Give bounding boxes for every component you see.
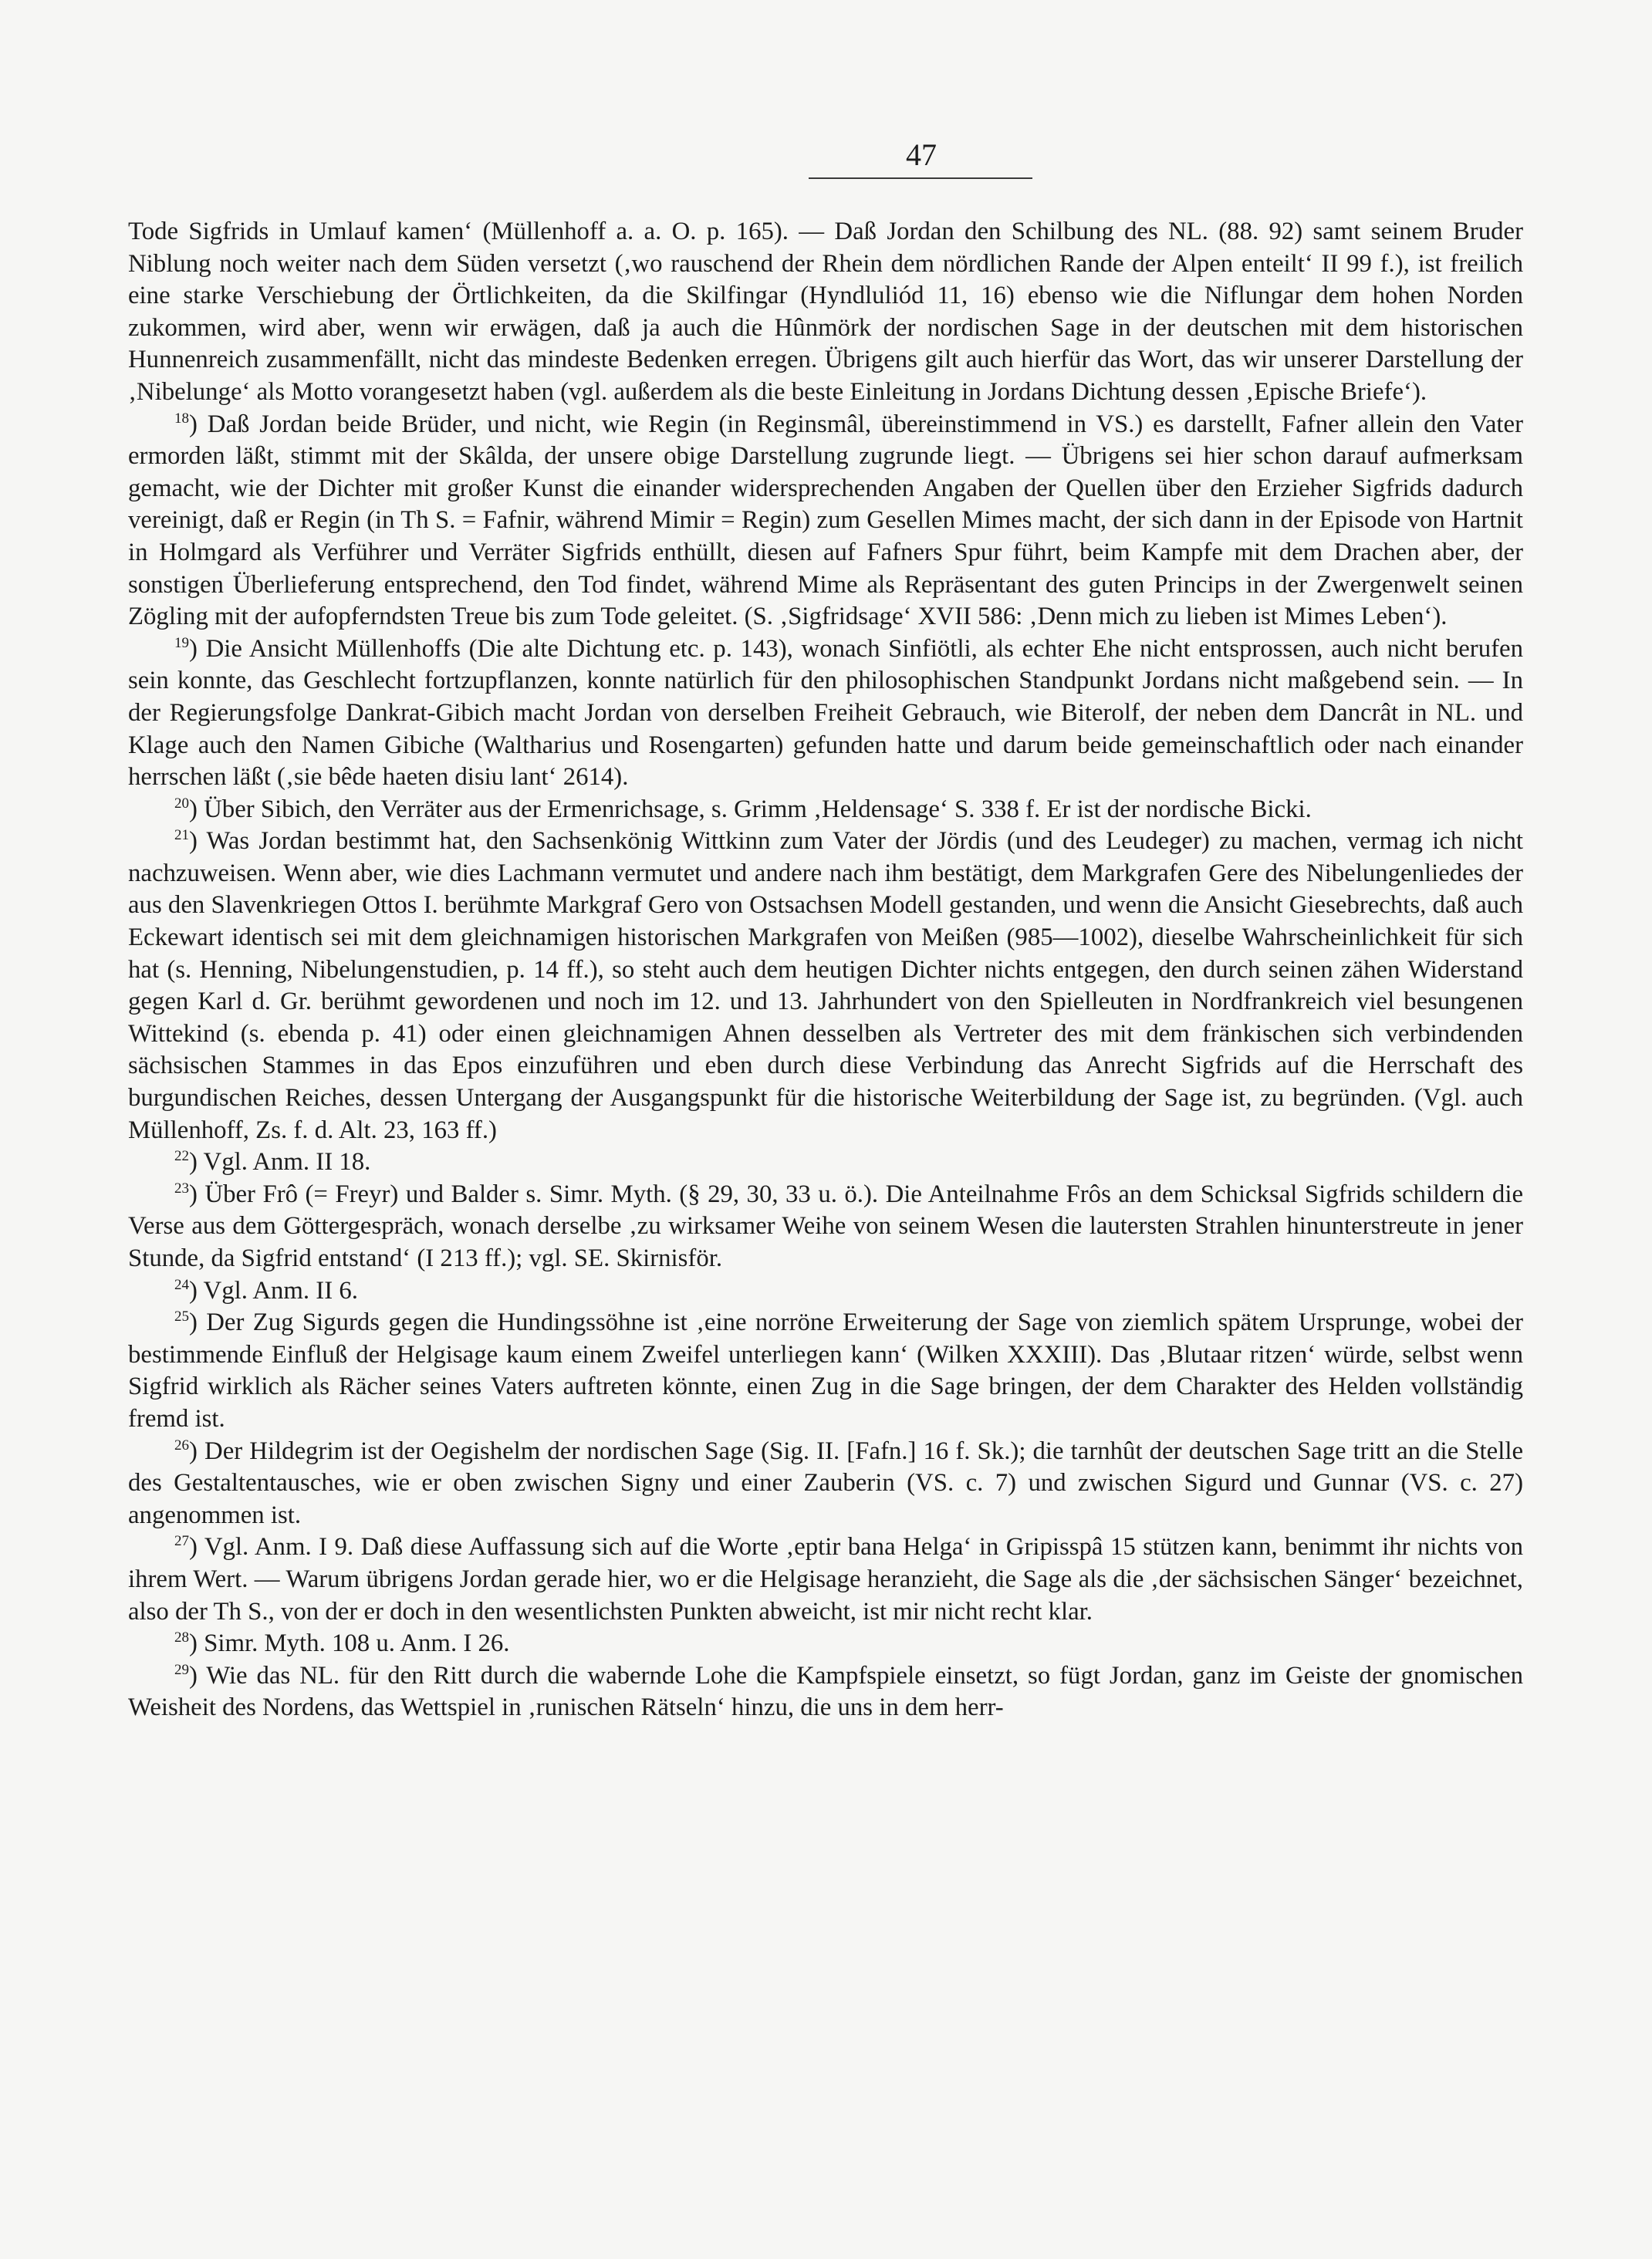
footnote-number: 21 bbox=[174, 827, 189, 844]
footnote-19: $^{19}$) Die Ansicht Müllenhoffs (Die alte Dichtung etc. p. 143), wonach Sinfiötli, als echter Ehe nicht entsprossen, auch nicht berufen sein konnte, das Geschlecht fortzupflanzen, konnte natürlich für den philosophischen Standpunkt Jordans nicht maßgebend sein. — In der Regierungsfolge Dankrat-Gibich macht Jordan von derselben Freiheit Gebrauch, wie Biterolf, der neben dem Dancrât in NL. und Klage auch den Namen Gibiche (Waltharius und Rosengarten) gefunden hatte und darum beide gemeinschaftlich oder nach einander herrschen läßt (‚sie bêde haeten disiu lant‘ 2614). bbox=[128, 634, 1524, 792]
footnote-text: Vgl. Anm. I 9. Daß diese Auffassung sich auf die Worte ‚eptir bana Helga‘ in Gripisspâ 15 stützen kann, benimmt ihr nichts von ihrem Wert. — Warum übrigens Jordan gerade hier, wo er die Helgisage heranzieht, die Sage als die ‚der sächsischen Sänger‘ bezeichnet, also der Th S., von der er doch in den wesentlichsten Punkten abweicht, ist mir nicht recht klar. bbox=[128, 1533, 1523, 1626]
paragraph-continuation bbox=[128, 216, 1523, 409]
footnote-22: $^{22}$) Vgl. Anm. II 18. bbox=[174, 1148, 371, 1177]
footnote-number: 20 bbox=[174, 795, 189, 812]
footnote-26: $^{26}$) Der Hildegrim ist der Oegishelm der nordischen Sage (Sig. II. [Fafn.] 16 f. Sk.); die tarnhût der deutschen Sage tritt an die Stelle des Gestaltentausches, wie er oben zwischen Signy und einer Zauberin (VS. c. 7) und zwischen Sigurd und Gunnar (VS. c. 27) angenommen ist. bbox=[128, 1437, 1523, 1529]
footnote-text: Wie das NL. für den Ritt durch die wabernde Lohe die Kampfspiele einsetzt, so fügt Jordan, ganz im Geiste der gnomischen Weisheit des Nordens, das Wettspiel in ‚runischen Rätseln‘ hinzu, die uns in dem herr- bbox=[128, 1661, 1523, 1722]
footnote-number: 29 bbox=[174, 1661, 189, 1678]
footnote-number: 18 bbox=[174, 410, 189, 427]
footnote-text: Vgl. Anm. II 18. bbox=[203, 1148, 371, 1177]
footnote-25: $^{25}$) Der Zug Sigurds gegen die Hundingssöhne ist ‚eine norröne Erweiterung der Sage von ziemlich spätem Ursprunge, wobei der bestimmende Einfluß der Helgisage kaum einem Zweifel unterliegen kann‘ (Wilken XXXIII). Das ‚Blutaar ritzen‘ würde, selbst wenn Sigfrid wirklich als Rächer seines Vaters auftreten könnte, einen Zug in die Sage bringen, der dem Charakter des Helden vollständig fremd ist. bbox=[128, 1308, 1523, 1433]
footnote-number: 19 bbox=[174, 634, 189, 651]
document-page bbox=[128, 131, 1523, 2230]
footnote-text: Simr. Myth. 108 u. Anm. I 26. bbox=[204, 1629, 510, 1658]
footnote-18: $^{18}$) Daß Jordan beide Brüder, und nicht, wie Regin (in Reginsmâl, übereinstimmend in VS.) es darstellt, Fafner allein den Vater ermorden läßt, stimmt mit der Skâlda, der unsere obige Darstellung zugrunde liegt. — Übrigens sei hier schon darauf aufmerksam gemacht, wie der Dichter mit großer Kunst die einander widersprechenden Angaben der Quellen über den Erzieher Sigfrids dadurch vereinigt, daß er Regin (in Th S. = Fafnir, während Mimir = Regin) zum Gesellen Mimes macht, der sich dann in der Episode von Hartnit in Holmgard als Verführer und Verräter Sigfrids enthüllt, diesen auf Fafners Spur führt, beim Kampfe mit dem Drachen aber, der sonstigen Überlieferung entsprechend, den Tod findet, während Mime als Repräsentant des guten Princips in der Zwergenwelt seinen Zögling mit der aufopferndsten Treue bis zum Tode geleitet. (S. ‚Sigfridsage‘ XVII 586: ‚Denn mich zu lieben ist Mimes Leben‘). bbox=[128, 410, 1523, 631]
footnote-29: $^{29}$) Wie das NL. für den Ritt durch die wabernde Lohe die Kampfspiele einsetzt, so fügt Jordan, ganz im Geiste der gnomischen Weisheit des Nordens, das Wettspiel in ‚runischen Rätseln‘ hinzu, die uns in dem herr- bbox=[128, 1661, 1523, 1722]
footnote-number: 28 bbox=[174, 1629, 189, 1646]
footnote-27: $^{27}$) Vgl. Anm. I 9. Daß diese Auffassung sich auf die Worte ‚eptir bana Helga‘ in Gripisspâ 15 stützen kann, benimmt ihr nichts von ihrem Wert. — Warum übrigens Jordan gerade hier, wo er die Helgisage heranzieht, die Sage als die ‚der sächsischen Sänger‘ bezeichnet, also der Th S., von der er doch in den wesentlichsten Punkten abweicht, ist mir nicht recht klar. bbox=[128, 1533, 1523, 1626]
footnote-text: Was Jordan bestimmt hat, den Sachsenkönig Wittkinn zum Vater der Jördis (und des Leudeger) zu machen, vermag ich nicht nachzuweisen. Wenn aber, wie dies Lachmann vermutet und andere nach ihm bestätigt, dem Markgrafen Gere des Nibelungenliedes der aus den Slavenkriegen Ottos I. berühmte Markgraf Gero von Ostsachsen Modell gestanden, und wenn die Ansicht Giesebrechts, daß auch Eckewart identisch sei mit dem gleichnamigen historischen Markgrafen von Meißen (985—1002), dieselbe Wahrscheinlichkeit für sich hat (s. Henning, Nibelungenstudien, p. 14 ff.), so steht auch dem heutigen Dichter nichts entgegen, den durch seinen zähen Widerstand gegen Karl d. Gr. berühmt gewordenen und noch im 12. und 13. Jahrhundert von den Spielleuten in Nordfrankreich viel besungenen Wittekind (s. ebenda p. 41) oder einen gleichnamigen Ahnen desselben als Vertreter des mit dem fränkischen sich verbindenden sächsischen Stammes in das Epos einzuführen und eben durch diese Verbindung das Anrecht Sigfrids auf die Herrschaft des burgundischen Reiches, dessen Untergang der Ausgangspunkt für die historische Weiterbildung der Sage ist, zu begründen. (Vgl. auch Müllenhoff, Zs. f. d. Alt. 23, 163 ff.) bbox=[128, 827, 1523, 1144]
footnote-text: Über Sibich, den Verräter aus der Ermenrichsage, s. Grimm ‚Heldensage‘ S. 338 f. Er ist der nordische Bicki. bbox=[204, 795, 1312, 823]
footnote-text: Über Frô (= Freyr) und Balder s. Simr. Myth. (§ 29, 30, 33 u. ö.). Die Anteilnahme Frôs an dem Schicksal Sigfrids schildern die Verse aus dem Göttergespräch, wonach derselbe ‚zu wirksamer Weihe von seinem Wesen die lautersten Strahlen hinunterstreute in jener Stunde, da Sigfrid entstand‘ (I 213 ff.); vgl. SE. Skirnisför. bbox=[128, 1180, 1523, 1272]
page-number-rule bbox=[809, 177, 1032, 179]
footnote-24: $^{24}$) Vgl. Anm. II 6. bbox=[174, 1276, 358, 1305]
footnote-number: 26 bbox=[174, 1437, 189, 1454]
paragraph-text: Tode Sigfrids in Umlauf kamen‘ (Müllenhoff a. a. O. p. 165). — Daß Jordan den Schilbung des NL. (88. 92) samt seinem Bruder Niblung noch weiter nach dem Süden versetzt (‚wo rauschend der Rhein dem nördlichen Rande der Alpen enteilt‘ II 99 f.), ist freilich eine starke Verschiebung der Örtlichkeiten, da die Skilfingar (Hyndluliód 11, 16) ebenso wie die Niflungar dem hohen Norden zukommen, wird aber, wenn wir erwägen, daß ja auch die Hûnmörk der nordischen Sage in der deutschen mit dem historischen Hunnenreich zusammenfällt, nicht das mindeste Bedenken erregen. Übrigens gilt auch hierfür das Wort, das wir unserer Darstellung der ‚Nibelunge‘ als Motto vorangesetzt haben (vgl. außerdem als die beste Einleitung in Jordans Dichtung dessen ‚Epische Briefe‘). bbox=[128, 218, 1523, 406]
page-number: 47 bbox=[906, 137, 937, 172]
footnote-number: 27 bbox=[174, 1533, 189, 1550]
footnote-number: 25 bbox=[174, 1308, 189, 1325]
footnote-text: Der Hildegrim ist der Oegishelm der nordischen Sage (Sig. II. [Fafn.] 16 f. Sk.); die tarnhût der deutschen Sage tritt an die Stelle des Gestaltentausches, wie er oben zwischen Signy und einer Zauberin (VS. c. 7) und zwischen Sigurd und Gunnar (VS. c. 27) angenommen ist. bbox=[128, 1437, 1523, 1529]
footnote-text: Daß Jordan beide Brüder, und nicht, wie Regin (in Reginsmâl, übereinstimmend in VS.) es darstellt, Fafner allein den Vater ermorden läßt, stimmt mit der Skâlda, der unsere obige Darstellung zugrunde liegt. — Übrigens sei hier schon darauf aufmerksam gemacht, wie der Dichter mit großer Kunst die einander widersprechenden Angaben der Quellen über den Erzieher Sigfrids dadurch vereinigt, daß er Regin (in Th S. = Fafnir, während Mimir = Regin) zum Gesellen Mimes macht, der sich dann in der Episode von Hartnit in Holmgard als Verführer und Verräter Sigfrids enthüllt, diesen auf Fafners Spur führt, beim Kampfe mit dem Drachen aber, der sonstigen Überlieferung entsprechend, den Tod findet, während Mime als Repräsentant des guten Princips in der Zwergenwelt seinen Zögling mit der aufopferndsten Treue bis zum Tode geleitet. (S. ‚Sigfridsage‘ XVII 586: ‚Denn mich zu lieben ist Mimes Leben‘). bbox=[128, 410, 1523, 631]
footnote-text: Die Ansicht Müllenhoffs (Die alte Dichtung etc. p. 143), wonach Sinfiötli, als echter Ehe nicht entsprossen, auch nicht berufen sein konnte, das Geschlecht fortzupflanzen, konnte natürlich für den philosophischen Standpunkt Jordans nicht maßgebend sein. — In der Regierungsfolge Dankrat-Gibich macht Jordan von derselben Freiheit Gebrauch, wie Biterolf, der neben dem Dancrât in NL. und Klage auch den Namen Gibiche (Waltharius und Rosengarten) gefunden hatte und darum beide gemeinschaftlich oder nach einander herrschen läßt (‚sie bêde haeten disiu lant‘ 2614). bbox=[128, 634, 1524, 792]
footnote-23: $^{23}$) Über Frô (= Freyr) und Balder s. Simr. Myth. (§ 29, 30, 33 u. ö.). Die Anteilnahme Frôs an dem Schicksal Sigfrids schildern die Verse aus dem Göttergespräch, wonach derselbe ‚zu wirksamer Weihe von seinem Wesen die lautersten Strahlen hinunterstreute in jener Stunde, da Sigfrid entstand‘ (I 213 ff.); vgl. SE. Skirnisför. bbox=[128, 1180, 1523, 1272]
footnote-28: $^{28}$) Simr. Myth. 108 u. Anm. I 26. bbox=[174, 1629, 510, 1658]
body-text bbox=[128, 216, 1523, 1724]
footnote-21: $^{21}$) Was Jordan bestimmt hat, den Sachsenkönig Wittkinn zum Vater der Jördis (und des Leudeger) zu machen, vermag ich nicht nachzuweisen. Wenn aber, wie dies Lachmann vermutet und andere nach ihm bestätigt, dem Markgrafen Gere des Nibelungenliedes der aus den Slavenkriegen Ottos I. berühmte Markgraf Gero von Ostsachsen Modell gestanden, und wenn die Ansicht Giesebrechts, daß auch Eckewart identisch sei mit dem gleichnamigen historischen Markgrafen von Meißen (985—1002), dieselbe Wahrscheinlichkeit für sich hat (s. Henning, Nibelungenstudien, p. 14 ff.), so steht auch dem heutigen Dichter nichts entgegen, den durch seinen zähen Widerstand gegen Karl d. Gr. berühmt gewordenen und noch im 12. und 13. Jahrhundert von den Spielleuten in Nordfrankreich viel besungenen Wittekind (s. ebenda p. 41) oder einen gleichnamigen Ahnen desselben als Vertreter des mit dem fränkischen sich verbindenden sächsischen Stammes in das Epos einzuführen und eben durch diese Verbindung das Anrecht Sigfrids auf die Herrschaft des burgundischen Reiches, dessen Untergang der Ausgangspunkt für die historische Weiterbildung der Sage ist, zu begründen. (Vgl. auch Müllenhoff, Zs. f. d. Alt. 23, 163 ff.) bbox=[128, 827, 1523, 1144]
footnote-text: Vgl. Anm. II 6. bbox=[203, 1276, 358, 1305]
footnote-number: 24 bbox=[174, 1276, 189, 1293]
footnote-20: $^{20}$) Über Sibich, den Verräter aus der Ermenrichsage, s. Grimm ‚Heldensage‘ S. 338 f. Er ist der nordische Bicki. bbox=[174, 795, 1312, 823]
footnote-number: 23 bbox=[174, 1180, 189, 1197]
footnote-text: Der Zug Sigurds gegen die Hundingssöhne ist ‚eine norröne Erweiterung der Sage von ziemlich spätem Ursprunge, wobei der bestimmende Einfluß der Helgisage kaum einem Zweifel unterliegen kann‘ (Wilken XXXIII). Das ‚Blutaar ritzen‘ würde, selbst wenn Sigfrid wirklich als Rächer seines Vaters auftreten könnte, einen Zug in die Sage bringen, der dem Charakter des Helden vollständig fremd ist. bbox=[128, 1308, 1523, 1433]
footnote-number: 22 bbox=[174, 1148, 189, 1165]
